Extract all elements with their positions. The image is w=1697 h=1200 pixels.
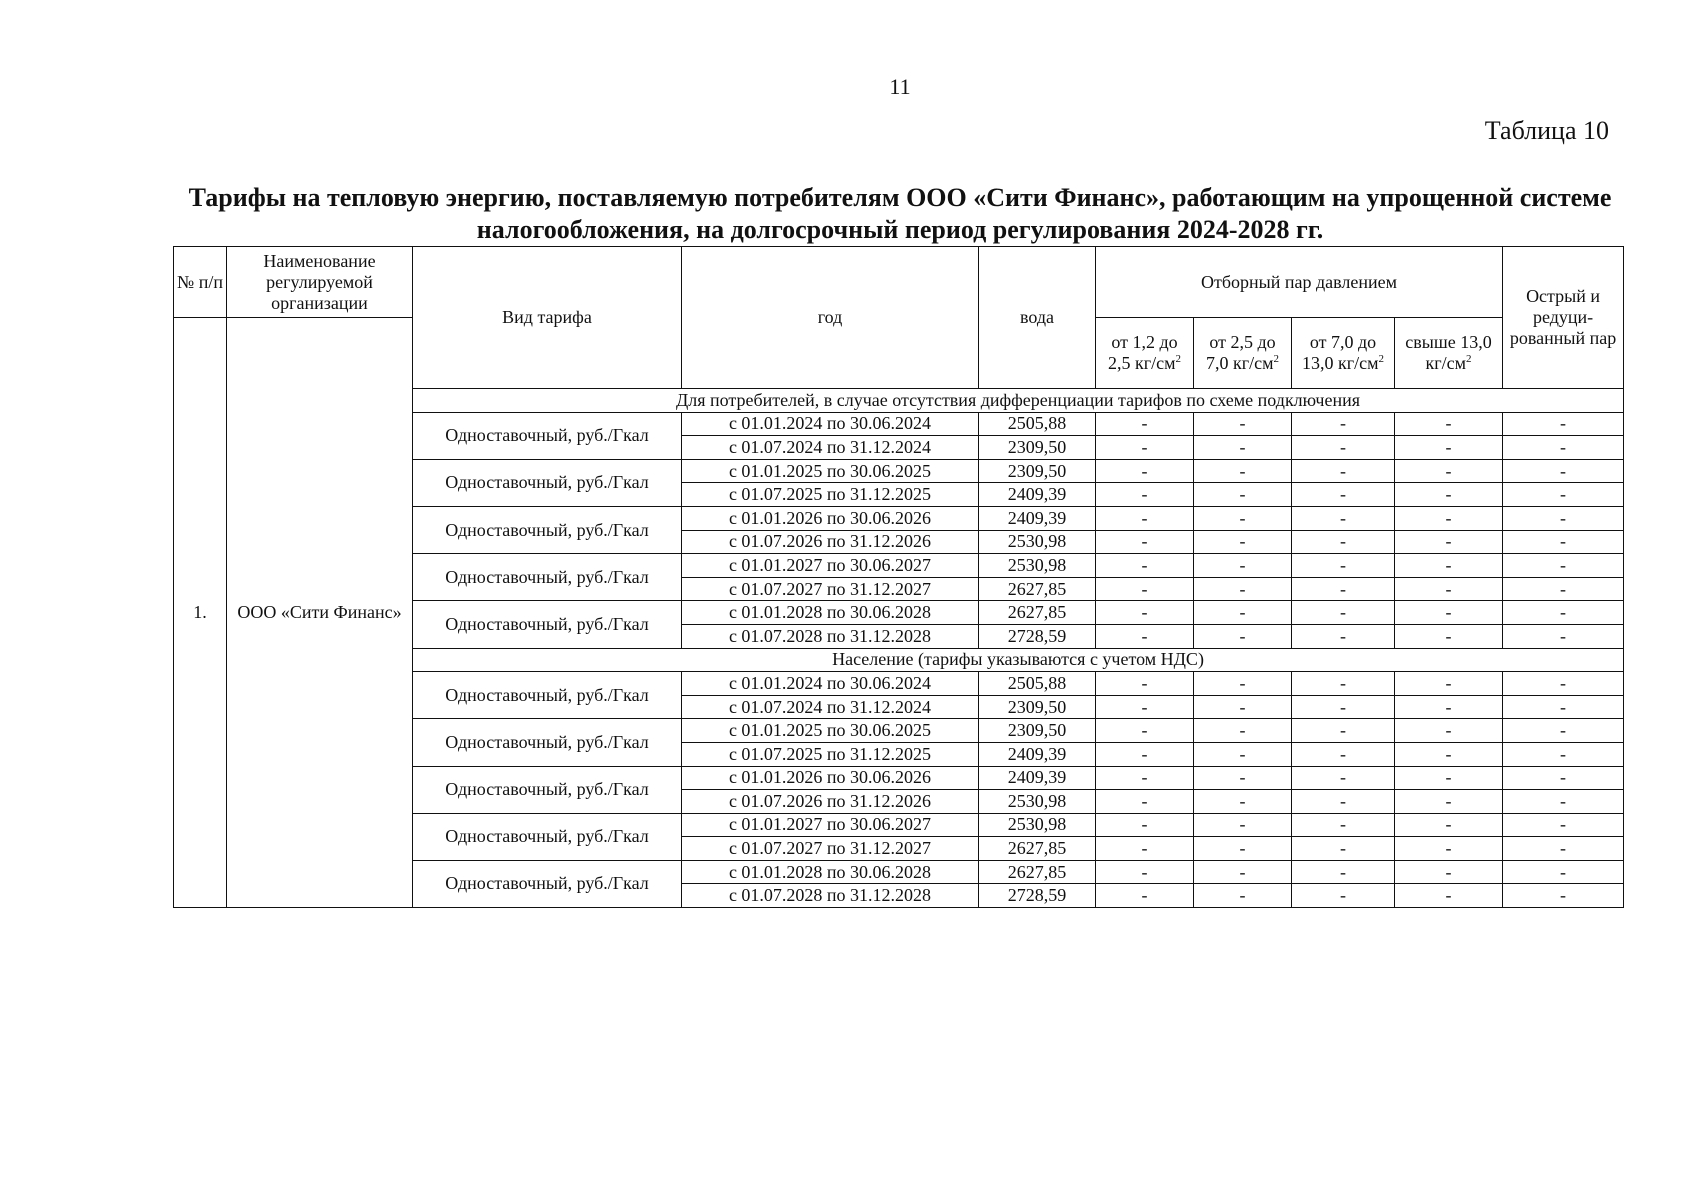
- s2-cell: -: [1194, 884, 1292, 908]
- period-cell: с 01.07.2025 по 31.12.2025: [682, 742, 979, 766]
- s3-cell: -: [1292, 483, 1395, 507]
- table-label: Таблица 10: [1484, 116, 1609, 145]
- water-cell: 2309,50: [979, 436, 1096, 460]
- s3-cell: -: [1292, 695, 1395, 719]
- tariff-table: [173, 246, 1624, 908]
- s1-cell: -: [1096, 436, 1194, 460]
- s2-cell: -: [1194, 459, 1292, 483]
- s2-cell: -: [1194, 506, 1292, 530]
- s1-cell: -: [1096, 813, 1194, 837]
- s4-cell: -: [1395, 766, 1503, 790]
- header-steam-group: Отборный пар давлением: [1096, 247, 1503, 318]
- s1-cell: -: [1096, 412, 1194, 436]
- water-cell: 2505,88: [979, 672, 1096, 696]
- s2-cell: -: [1194, 719, 1292, 743]
- water-cell: 2627,85: [979, 837, 1096, 861]
- s4-cell: -: [1395, 813, 1503, 837]
- s4-cell: -: [1395, 601, 1503, 625]
- water-cell: 2530,98: [979, 790, 1096, 814]
- s2-cell: -: [1194, 695, 1292, 719]
- sharp-cell: -: [1503, 790, 1624, 814]
- s3-cell: -: [1292, 577, 1395, 601]
- s1-cell: -: [1096, 790, 1194, 814]
- header-num: № п/п: [174, 247, 227, 318]
- period-cell: с 01.07.2024 по 31.12.2024: [682, 436, 979, 460]
- water-cell: 2409,39: [979, 506, 1096, 530]
- s2-cell: -: [1194, 483, 1292, 507]
- s4-cell: -: [1395, 459, 1503, 483]
- tariff-type-cell: Одноставочный, руб./Гкал: [413, 412, 682, 459]
- tariff-type-cell: Одноставочный, руб./Гкал: [413, 766, 682, 813]
- s4-cell: -: [1395, 624, 1503, 648]
- s3-cell: -: [1292, 860, 1395, 884]
- s3-cell: -: [1292, 790, 1395, 814]
- s1-cell: -: [1096, 860, 1194, 884]
- s2-cell: -: [1194, 530, 1292, 554]
- s3-cell: -: [1292, 436, 1395, 460]
- s1-cell: -: [1096, 601, 1194, 625]
- period-cell: с 01.01.2026 по 30.06.2026: [682, 506, 979, 530]
- s3-cell: -: [1292, 459, 1395, 483]
- water-cell: 2530,98: [979, 530, 1096, 554]
- s4-cell: -: [1395, 554, 1503, 578]
- s2-cell: -: [1194, 790, 1292, 814]
- s1-cell: -: [1096, 554, 1194, 578]
- tariff-type-cell: Одноставочный, руб./Гкал: [413, 813, 682, 860]
- header-steam-1: от 1,2 до 2,5 $кг/см^2$: [1096, 318, 1194, 389]
- s4-cell: -: [1395, 790, 1503, 814]
- water-cell: 2627,85: [979, 577, 1096, 601]
- s1-cell: -: [1096, 506, 1194, 530]
- s3-cell: -: [1292, 672, 1395, 696]
- tariff-type-cell: Одноставочный, руб./Гкал: [413, 601, 682, 648]
- s4-cell: -: [1395, 719, 1503, 743]
- organization-name: ООО «Сити Финанс»: [227, 318, 413, 908]
- s2-cell: -: [1194, 672, 1292, 696]
- s1-cell: -: [1096, 695, 1194, 719]
- header-tariff-type: Вид тарифа: [413, 247, 682, 389]
- s4-cell: -: [1395, 506, 1503, 530]
- s1-cell: -: [1096, 719, 1194, 743]
- water-cell: 2530,98: [979, 813, 1096, 837]
- sharp-cell: -: [1503, 766, 1624, 790]
- sharp-cell: -: [1503, 742, 1624, 766]
- water-cell: 2409,39: [979, 742, 1096, 766]
- tariff-type-cell: Одноставочный, руб./Гкал: [413, 860, 682, 907]
- tariff-type-cell: Одноставочный, руб./Гкал: [413, 719, 682, 766]
- s1-cell: -: [1096, 742, 1194, 766]
- s1-cell: -: [1096, 837, 1194, 861]
- s3-cell: -: [1292, 530, 1395, 554]
- water-cell: 2409,39: [979, 766, 1096, 790]
- s4-cell: -: [1395, 412, 1503, 436]
- period-cell: с 01.07.2028 по 31.12.2028: [682, 884, 979, 908]
- s4-cell: -: [1395, 436, 1503, 460]
- s3-cell: -: [1292, 412, 1395, 436]
- s4-cell: -: [1395, 837, 1503, 861]
- s2-cell: -: [1194, 554, 1292, 578]
- s2-cell: -: [1194, 601, 1292, 625]
- sharp-cell: -: [1503, 813, 1624, 837]
- sharp-cell: -: [1503, 412, 1624, 436]
- sharp-cell: -: [1503, 624, 1624, 648]
- s2-cell: -: [1194, 837, 1292, 861]
- period-cell: с 01.07.2028 по 31.12.2028: [682, 624, 979, 648]
- s1-cell: -: [1096, 577, 1194, 601]
- row-number: 1.: [174, 318, 227, 908]
- sharp-cell: -: [1503, 719, 1624, 743]
- header-year: год: [682, 247, 979, 389]
- water-cell: 2627,85: [979, 860, 1096, 884]
- sharp-cell: -: [1503, 577, 1624, 601]
- s3-cell: -: [1292, 601, 1395, 625]
- s3-cell: -: [1292, 624, 1395, 648]
- period-cell: с 01.07.2027 по 31.12.2027: [682, 577, 979, 601]
- s1-cell: -: [1096, 624, 1194, 648]
- s2-cell: -: [1194, 436, 1292, 460]
- period-cell: с 01.01.2025 по 30.06.2025: [682, 719, 979, 743]
- water-cell: 2309,50: [979, 459, 1096, 483]
- sharp-cell: -: [1503, 860, 1624, 884]
- header-water: вода: [979, 247, 1096, 389]
- s3-cell: -: [1292, 719, 1395, 743]
- header-steam-2: от 2,5 до 7,0 $кг/см^2$: [1194, 318, 1292, 389]
- water-cell: 2309,50: [979, 719, 1096, 743]
- water-cell: 2505,88: [979, 412, 1096, 436]
- s1-cell: -: [1096, 530, 1194, 554]
- tariff-type-cell: Одноставочный, руб./Гкал: [413, 554, 682, 601]
- s2-cell: -: [1194, 742, 1292, 766]
- s1-cell: -: [1096, 483, 1194, 507]
- sharp-cell: -: [1503, 530, 1624, 554]
- tariff-type-cell: Одноставочный, руб./Гкал: [413, 506, 682, 553]
- water-cell: 2409,39: [979, 483, 1096, 507]
- s4-cell: -: [1395, 672, 1503, 696]
- s2-cell: -: [1194, 577, 1292, 601]
- sharp-cell: -: [1503, 884, 1624, 908]
- sharp-cell: -: [1503, 672, 1624, 696]
- s4-cell: -: [1395, 742, 1503, 766]
- s2-cell: -: [1194, 624, 1292, 648]
- section-title: Население (тарифы указываются с учетом НДС): [413, 648, 1624, 672]
- sharp-cell: -: [1503, 837, 1624, 861]
- s2-cell: -: [1194, 860, 1292, 884]
- s2-cell: -: [1194, 813, 1292, 837]
- s4-cell: -: [1395, 860, 1503, 884]
- period-cell: с 01.07.2024 по 31.12.2024: [682, 695, 979, 719]
- table-title: Тарифы на тепловую энергию, поставляемую потребителям ООО «Сити Финанс», работающим на упрощенной системе налогообложения, на долгосрочный период регулирования 2024-2028 гг.: [188, 183, 1612, 244]
- s4-cell: -: [1395, 695, 1503, 719]
- s1-cell: -: [1096, 672, 1194, 696]
- water-cell: 2627,85: [979, 601, 1096, 625]
- sharp-cell: -: [1503, 483, 1624, 507]
- s3-cell: -: [1292, 766, 1395, 790]
- s4-cell: -: [1395, 483, 1503, 507]
- section-title: Для потребителей, в случае отсутствия дифференциации тарифов по схеме подключения: [413, 389, 1624, 413]
- sharp-cell: -: [1503, 554, 1624, 578]
- s2-cell: -: [1194, 412, 1292, 436]
- sharp-cell: -: [1503, 601, 1624, 625]
- s1-cell: -: [1096, 766, 1194, 790]
- tariff-type-cell: Одноставочный, руб./Гкал: [413, 459, 682, 506]
- header-steam-4: свыше 13,0 $кг/см^2$: [1395, 318, 1503, 389]
- period-cell: с 01.01.2026 по 30.06.2026: [682, 766, 979, 790]
- s3-cell: -: [1292, 554, 1395, 578]
- period-cell: с 01.01.2024 по 30.06.2024: [682, 412, 979, 436]
- s1-cell: -: [1096, 459, 1194, 483]
- s4-cell: -: [1395, 577, 1503, 601]
- period-cell: с 01.07.2027 по 31.12.2027: [682, 837, 979, 861]
- s3-cell: -: [1292, 506, 1395, 530]
- period-cell: с 01.07.2026 по 31.12.2026: [682, 790, 979, 814]
- period-cell: с 01.07.2025 по 31.12.2025: [682, 483, 979, 507]
- period-cell: с 01.01.2025 по 30.06.2025: [682, 459, 979, 483]
- page-number: 11: [889, 74, 911, 99]
- s3-cell: -: [1292, 813, 1395, 837]
- sharp-cell: -: [1503, 695, 1624, 719]
- s1-cell: -: [1096, 884, 1194, 908]
- s3-cell: -: [1292, 837, 1395, 861]
- s3-cell: -: [1292, 742, 1395, 766]
- period-cell: с 01.01.2027 по 30.06.2027: [682, 813, 979, 837]
- period-cell: с 01.01.2028 по 30.06.2028: [682, 860, 979, 884]
- tariff-type-cell: Одноставочный, руб./Гкал: [413, 672, 682, 719]
- period-cell: с 01.07.2026 по 31.12.2026: [682, 530, 979, 554]
- sharp-cell: -: [1503, 436, 1624, 460]
- header-sharp-steam: Острый и редуци-рованный пар: [1503, 247, 1624, 389]
- header-org: Наименование регулируемой организации: [227, 247, 413, 318]
- header-steam-3: от 7,0 до 13,0 $кг/см^2$: [1292, 318, 1395, 389]
- s2-cell: -: [1194, 766, 1292, 790]
- water-cell: 2728,59: [979, 884, 1096, 908]
- sharp-cell: -: [1503, 459, 1624, 483]
- period-cell: с 01.01.2024 по 30.06.2024: [682, 672, 979, 696]
- water-cell: 2309,50: [979, 695, 1096, 719]
- water-cell: 2728,59: [979, 624, 1096, 648]
- s3-cell: -: [1292, 884, 1395, 908]
- sharp-cell: -: [1503, 506, 1624, 530]
- s4-cell: -: [1395, 884, 1503, 908]
- water-cell: 2530,98: [979, 554, 1096, 578]
- period-cell: с 01.01.2028 по 30.06.2028: [682, 601, 979, 625]
- s4-cell: -: [1395, 530, 1503, 554]
- period-cell: с 01.01.2027 по 30.06.2027: [682, 554, 979, 578]
